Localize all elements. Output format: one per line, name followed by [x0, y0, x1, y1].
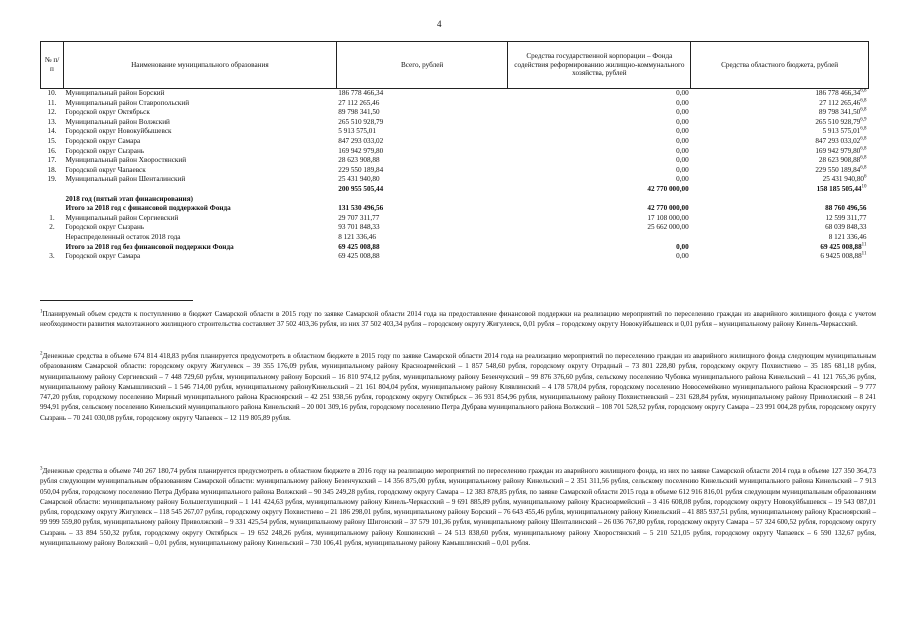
fund-value	[508, 175, 691, 185]
fund-value	[508, 166, 691, 176]
table-row	[41, 137, 869, 147]
total-value-text: 847 293 033,02	[338, 136, 384, 145]
fund-value	[508, 118, 691, 128]
footnote-3	[40, 466, 876, 548]
table-row	[41, 204, 869, 214]
total-value	[336, 147, 508, 157]
financing-table	[40, 41, 869, 262]
row-number	[41, 156, 64, 166]
footnote-ref: 10	[861, 184, 867, 190]
regional-value	[691, 214, 869, 224]
municipality-name	[63, 127, 336, 137]
total-value-text: 5 913 575,01	[338, 127, 376, 136]
row-number-text: 10.	[47, 89, 57, 97]
footnote-ref: 6,8	[860, 88, 867, 94]
row-number	[41, 137, 64, 147]
row-number	[41, 204, 64, 214]
subtotal-label-text: Итого за 2018 год без финансовой поддержки Фонда	[65, 242, 234, 251]
total-value-text: 8 121 336,46	[338, 232, 376, 241]
fund-value-text: 0,00	[676, 136, 689, 145]
fund-value-text: 0,00	[676, 252, 689, 261]
table-row	[41, 166, 869, 176]
table-row	[41, 89, 869, 99]
regional-value	[691, 223, 869, 233]
footnote-ref: 6,8	[860, 165, 867, 171]
table-row	[41, 147, 869, 157]
row-number-text: 1.	[49, 213, 55, 222]
regional-value-text: 229 550 189,84	[815, 165, 861, 174]
row-number	[41, 108, 64, 118]
municipality-name	[63, 223, 336, 233]
footnote-ref: 6,8	[860, 146, 867, 152]
regional-value-text: 6 9425 008,88	[820, 252, 862, 261]
table-row	[41, 185, 869, 195]
footnote-ref: 6,8	[860, 136, 867, 142]
table-row	[41, 118, 869, 128]
footnote-ref: 6	[864, 174, 867, 180]
regional-value	[691, 175, 869, 185]
page-number: 4	[437, 19, 442, 29]
total-value-text: 186 778 466,34	[338, 89, 384, 97]
remainder-label-text: Нераспределенный остаток 2018 года	[65, 232, 181, 241]
row-number-text: 19.	[47, 175, 57, 184]
total-value	[336, 118, 508, 128]
total-value-text: 27 112 265,46	[338, 98, 380, 107]
footnote-3-mark: 3	[40, 466, 43, 472]
fund-value	[508, 243, 691, 253]
row-number	[41, 147, 64, 157]
table-row	[41, 156, 869, 166]
regional-value	[691, 185, 869, 195]
regional-value	[691, 118, 869, 128]
fund-value-text: 0,00	[676, 89, 689, 97]
table-row	[41, 108, 869, 118]
fund-value-text: 0,00	[676, 127, 689, 136]
total-value	[336, 243, 508, 253]
table-row	[41, 127, 869, 137]
total-value	[336, 99, 508, 109]
total-value	[336, 223, 508, 233]
fund-value-text: 42 770 000,00	[647, 184, 689, 193]
fund-value	[508, 156, 691, 166]
regional-value-text: 5 913 575,01	[822, 127, 861, 136]
fund-value	[508, 223, 691, 233]
regional-value-text: 158 185 505,44	[816, 184, 862, 193]
row-number-text: 17.	[47, 156, 57, 165]
subtotal-label-text: Итого за 2018 год с финансовой поддержкой Фонда	[65, 204, 231, 213]
footnote-ref: 6,8	[860, 126, 867, 132]
table-row	[41, 99, 869, 109]
row-number-text: 12.	[47, 108, 57, 117]
regional-value	[691, 127, 869, 137]
total-value	[336, 156, 508, 166]
row-number	[41, 89, 64, 99]
regional-value-text: 89 798 341,50	[818, 108, 861, 117]
fund-value-text: 0,00	[676, 98, 689, 107]
municipality-name	[63, 156, 336, 166]
total-value	[336, 108, 508, 118]
fund-value-text: 0,00	[676, 165, 689, 174]
municipality-name	[63, 252, 336, 262]
footnote-2-mark: 2	[40, 351, 43, 357]
table-row	[41, 243, 869, 253]
regional-value-text: 69 425 008,88	[820, 242, 862, 251]
regional-value-text: 186 778 466,34	[815, 89, 861, 97]
row-number	[41, 175, 64, 185]
row-number	[41, 166, 64, 176]
regional-value-text: 12 599 311,77	[825, 213, 867, 222]
footnote-ref: 6,8	[860, 107, 867, 113]
footnote-ref: 6,9	[860, 117, 867, 123]
total-value	[336, 252, 508, 262]
section-title-text: 2018 год (пятый этап финансирования)	[65, 194, 193, 203]
row-number-text: 3.	[49, 252, 55, 261]
footnote-2-text: Денежные средства в объеме 674 814 418,83 рубля планируется предусмотреть в областном бюджете в 2015 году по заявке Самарской области 2014 года на реализацию мероприятий по переселению граждан из аварийного жилищного фонда следующим муниципальным образованиям Самарской области: городскому округу Жигулевск – 39 355 176,09 рубля, муниципальному району Красноармейский – 1 857 548,60 рубля, городскому округу Отрадный – 73 801 228,80 рубля, городскому округу Похвистнево – 35 185 681,18 рубля, муниципальному району Сергиевский – 7 448 729,60 рубля, муниципальному району Борский – 16 810 974,12 рубля, муниципальному району Безенчукский – 99 876 376,60 рубля, сельскому поселению Чубовка муниципального района Кинельский – 41 121 765,36 рубля, муниципальному району Камышлинский – 1 546 714,00 рубля, муниципальному районуКинельский – 21 161 804,04 рубля, муниципальному району Клявлинский – 4 178 578,04 рубля, городскому поселению Новосемейкино муниципального района Красноярский – 9 777 747,20 рубля, городскому поселению Мирный муниципального района Красноярский – 42 251 938,56 рубля, городскому округу Октябрьск – 36 931 854,96 рубля, муниципальному району Похвистневский – 231 628,84 рубля, муниципальному району Приволжский – 8 241 994,91 рубля, сельскому поселению Кинельский муниципального района Кинельский – 20 001 309,16 рубля, городскому поселению Петра Дубрава муниципального района Волжский – 108 701 528,52 рубля, городскому округу Самара – 23 991 004,28 рубля, городскому округу Сызрань – 70 241 030,08 рубля, городскому округу Чапаевск – 12 119 805,89 рубля.	[40, 352, 876, 422]
municipality-name-text: Городской округ Самара	[65, 252, 141, 261]
footnote-ref: 11	[861, 251, 867, 257]
header-total: Всего, рублей	[336, 42, 508, 89]
footnote-1-mark: 1	[40, 309, 43, 315]
regional-value	[691, 99, 869, 109]
municipality-name	[63, 147, 336, 157]
regional-value-text: 847 293 033,02	[815, 136, 861, 145]
total-value-text: 131 530 496,56	[338, 204, 384, 213]
municipality-name	[63, 214, 336, 224]
row-number	[41, 223, 64, 233]
regional-value	[691, 243, 869, 253]
fund-value-text: 0,00	[676, 146, 689, 155]
row-number	[41, 99, 64, 109]
fund-value-text: 0,00	[676, 242, 689, 251]
row-number	[41, 127, 64, 137]
fund-value	[508, 252, 691, 262]
footnote-ref: 6,8	[860, 155, 867, 161]
regional-value	[691, 252, 869, 262]
municipality-name-text: Муниципальный район Хворостянский	[65, 156, 187, 165]
regional-value-text: 265 510 928,79	[815, 117, 861, 126]
regional-value-text: 28 623 908,88	[818, 156, 861, 165]
municipality-name-text: Муниципальный район Ставропольский	[65, 98, 190, 107]
total-value	[336, 89, 508, 99]
municipality-name-text: Городской округ Самара	[65, 136, 141, 145]
remainder-label	[63, 233, 336, 243]
municipality-name	[63, 185, 336, 195]
municipality-name-text: Муниципальный район Волжский	[65, 117, 170, 126]
fund-value	[508, 233, 691, 243]
regional-value-text: 27 112 265,46	[819, 98, 861, 107]
total-value-text: 93 701 848,33	[338, 223, 380, 232]
total-value	[336, 185, 508, 195]
row-number-text: 18.	[47, 165, 57, 174]
municipality-name	[63, 175, 336, 185]
row-number-text: 16.	[47, 146, 57, 155]
regional-value-text: 88 760 496,56	[825, 204, 867, 213]
fund-value	[508, 127, 691, 137]
row-number	[41, 243, 64, 253]
table-header-row	[41, 42, 869, 89]
row-number-text: 13.	[47, 117, 57, 126]
row-number	[41, 214, 64, 224]
table-row	[41, 195, 869, 205]
total-value-text: 29 707 311,77	[338, 213, 380, 222]
regional-value-text: 25 431 940,80	[822, 175, 864, 184]
row-number	[41, 185, 64, 195]
row-number	[41, 195, 64, 205]
regional-value	[691, 156, 869, 166]
regional-value-text: 68 039 848,33	[825, 223, 867, 232]
regional-value-text: 8 121 336,46	[828, 232, 867, 241]
footnote-3-text: Денежные средства в объеме 740 267 180,74 рубля планируется предусмотреть в областном бюджете в 2016 году на реализацию мероприятий по переселению граждан из аварийного жилищного фонда, из них по заявке Самарской области 2014 года в объеме 127 350 364,73 рубля следующим муниципальным образованиям Самарской области: муниципальному району Безенчукский – 14 356 875,00 рубля, муниципальному району Кинельский – 2 351 311,56 рубля, сельскому поселению Кинельский муниципального района Кинельский – 7 913 050,04 рубля, городскому поселению Петра Дубрава муниципального района Волжский – 90 345 249,28 рубля, городскому округу Самара – 12 383 878,85 рубля, по заявке Самарской области 2015 года в объеме 612 916 816,01 рубля следующим муниципальным образованиям Самарской области: муниципальному району Большеглушицкий – 1 141 424,63 рубля, муниципальному району Кинель-Черкасский – 9 691 885,89 рубля, муниципальному району Красноармейский – 3 416 608,08 рубля, городскому округу Новокуйбышевск – 19 543 087,01 рубля, городскому округу Жигулевск – 118 545 267,07 рубля, городскому округу Похвистнево – 21 186 298,01 рубля, муниципальному району Борский – 76 643 455,46 рубля, муниципальному району Кинельский – 41 885 937,51 рубля, муниципальному району Красноярский – 99 999 559,80 рубля, муниципальному району Приволжский – 9 331 425,54 рубля, муниципальному району Шигонский – 37 579 101,36 рубля, муниципальному району Шенталинский – 26 036 767,80 рубля, городскому округу Самара – 57 324 600,52 рубля, городскому округу Сызрань – 33 894 550,32 рубля, городскому округу Октябрьск – 19 652 248,26 рубля, муниципальному району Кошкинский – 24 513 838,60 рубля, муниципальному району Хворостянский – 5 210 521,05 рубля, городскому округу Чапаевск – 6 590 132,67 рубля, муниципальному району Волжский – 0,01 рубля, муниципальному району Кинельский – 730 106,41 рубля, муниципальному району Камышлинский – 0,01 рубля.	[40, 467, 876, 548]
total-value-text: 200 955 505,44	[338, 184, 384, 193]
municipality-name-text: Городской округ Сызрань	[65, 223, 145, 232]
fund-value-text: 0,00	[676, 175, 689, 184]
fund-value	[508, 99, 691, 109]
fund-value-text: 42 770 000,00	[647, 204, 689, 213]
total-value-text: 169 942 979,80	[338, 146, 384, 155]
fund-value	[508, 147, 691, 157]
municipality-name-text: Городской округ Сызрань	[65, 146, 145, 155]
fund-value-text: 0,00	[676, 156, 689, 165]
municipality-name-text: Городской округ Новокуйбышевск	[65, 127, 172, 136]
regional-value	[691, 137, 869, 147]
municipality-name	[63, 166, 336, 176]
row-number-text: 2.	[49, 223, 55, 232]
subtotal-label	[63, 243, 336, 253]
table-row	[41, 175, 869, 185]
fund-value	[508, 137, 691, 147]
footnote-ref: 6,8	[860, 98, 867, 104]
header-num: № п/п	[41, 42, 64, 89]
total-value	[336, 233, 508, 243]
footnote-separator	[40, 300, 193, 301]
municipality-name-text: Муниципальный район Сергиевский	[65, 213, 179, 222]
fund-value	[508, 204, 691, 214]
municipality-name-text: Городской округ Чапаевск	[65, 165, 146, 174]
footnote-ref: 11	[861, 242, 867, 248]
fund-value	[508, 214, 691, 224]
total-value-text: 69 425 008,88	[338, 242, 380, 251]
regional-value	[691, 166, 869, 176]
subtotal-label	[63, 204, 336, 214]
total-value-text: 265 510 928,79	[338, 117, 384, 126]
regional-value	[691, 204, 869, 214]
total-value	[336, 166, 508, 176]
fund-value-text: 0,00	[676, 108, 689, 117]
table-row	[41, 252, 869, 262]
row-number-text: 11.	[47, 98, 57, 107]
municipality-name	[63, 89, 336, 99]
fund-value-text: 17 108 000,00	[647, 213, 689, 222]
header-regional: Средства областного бюджета, рублей	[691, 42, 869, 89]
total-value	[336, 204, 508, 214]
regional-value-text: 169 942 979,80	[815, 146, 861, 155]
total-value	[336, 127, 508, 137]
total-value-text: 28 623 908,88	[338, 156, 380, 165]
municipality-name	[63, 137, 336, 147]
municipality-name-text: Муниципальный район Шенталинский	[65, 175, 186, 184]
footnote-1	[40, 309, 876, 330]
municipality-name	[63, 108, 336, 118]
header-name: Наименование муниципального образования	[63, 42, 336, 89]
total-value-text: 89 798 341,50	[338, 108, 380, 117]
header-fund: Средства государственной корпорации – Фонда содействия реформированию жилищно-коммунального хозяйства, рублей	[508, 42, 691, 89]
total-value	[336, 175, 508, 185]
total-value-text: 69 425 008,88	[338, 252, 380, 261]
footnote-2	[40, 351, 876, 423]
fund-value	[508, 185, 691, 195]
municipality-name-text: Городской округ Октябрьск	[65, 108, 150, 117]
fund-value-text: 0,00	[676, 117, 689, 126]
regional-value	[691, 89, 869, 99]
footnote-1-text: Планируемый объем средств к поступлению в бюджет Самарской области в 2015 году по заявке Самарской области 2014 года на предоставление финансовой поддержки на реализацию мероприятий по переселению граждан из аварийного жилищного фонда с учетом необходимости развития малоэтажного жилищного строительства составляет 37 502 403,36 рубля, из них 37 502 403,34 рубля – городскому округу Жигулевск, 0,01 рубля – городскому округу Новокуйбышевск и 0,01 рубля – муниципальному району Кинель-Черкасский.	[40, 310, 876, 329]
row-number-text: 14.	[47, 127, 57, 136]
total-value	[336, 214, 508, 224]
row-number	[41, 233, 64, 243]
total-value-text: 229 550 189,84	[338, 165, 384, 174]
section-title	[63, 195, 868, 205]
municipality-name-text: Муниципальный район Борский	[65, 89, 165, 97]
municipality-name	[63, 118, 336, 128]
row-number	[41, 252, 64, 262]
regional-value	[691, 147, 869, 157]
regional-value	[691, 233, 869, 243]
fund-value	[508, 108, 691, 118]
row-number-text: 15.	[47, 136, 57, 145]
fund-value-text: 25 662 000,00	[647, 223, 689, 232]
table-body	[41, 89, 869, 262]
table-row	[41, 223, 869, 233]
fund-value	[508, 89, 691, 99]
table-row	[41, 233, 869, 243]
municipality-name	[63, 99, 336, 109]
row-number	[41, 118, 64, 128]
table-row	[41, 214, 869, 224]
regional-value	[691, 108, 869, 118]
total-value	[336, 137, 508, 147]
total-value-text: 25 431 940,80	[338, 175, 380, 184]
